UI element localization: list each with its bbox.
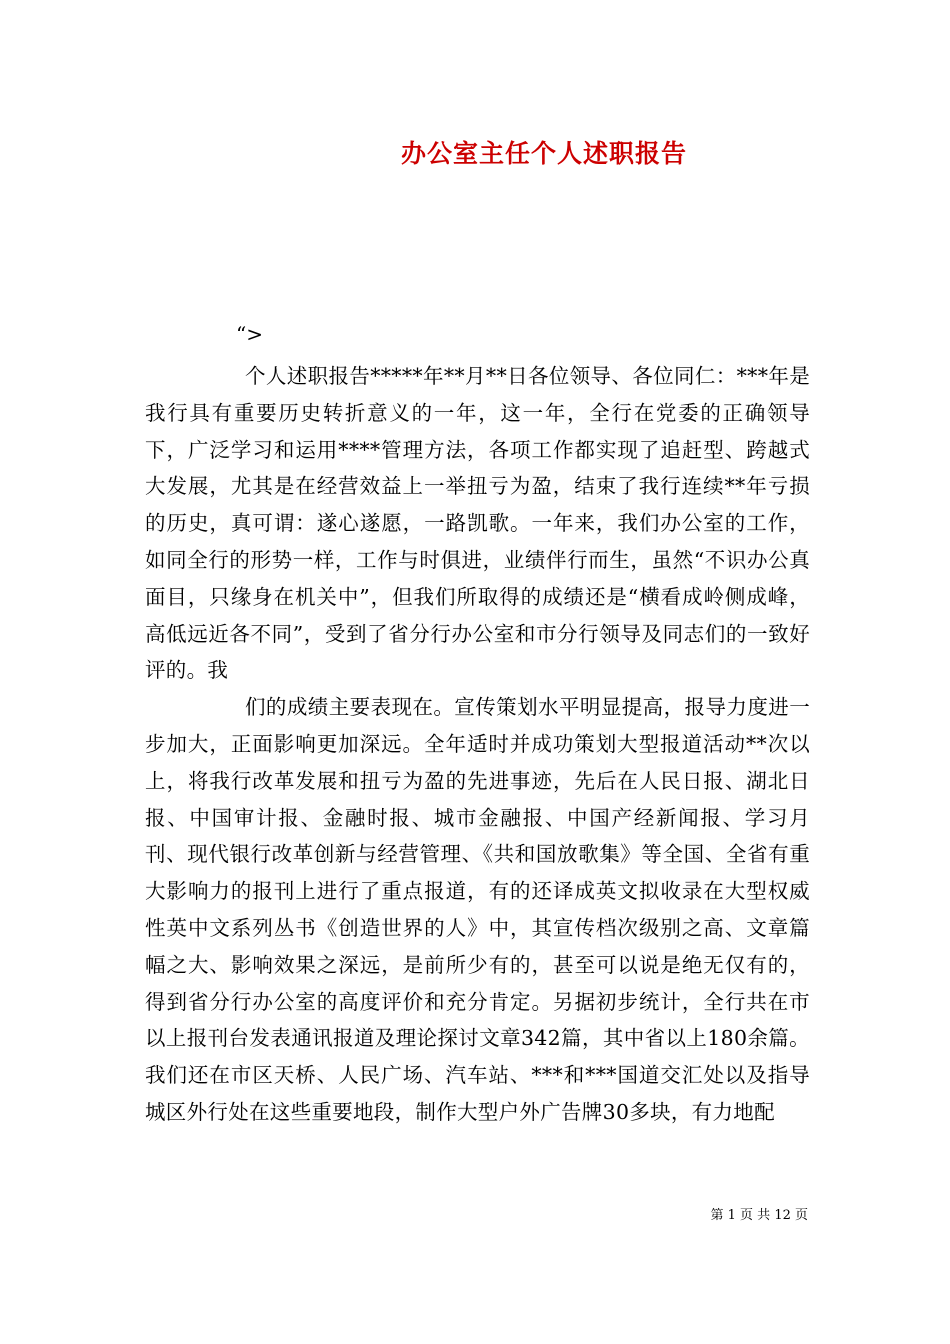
document-title: 办公室主任个人述职报告: [400, 139, 687, 168]
opening-quote-mark: “>: [236, 322, 263, 346]
page-number-footer: 第 1 页 共 12 页: [710, 1208, 808, 1223]
document-body: [145, 358, 810, 1131]
paragraph-2: 们的成绩主要表现在。宣传策划水平明显提高，报导力度进一步加大，正面影响更加深远。全年适时并成功策划大型报道活动**次以上，将我行改革发展和扭亏为盈的先进事迹，先后在人民日报、湖北日报、中国审计报、金融时报、城市金融报、中国产经新闻报、学习月刊、现代银行改革创新与经营管理、《共和国放歌集》等全国、全省有重大影响力的报刊上进行了重点报道，有的还译成英文拟收录在大型权威性英中文系列丛书《创造世界的人》中，其宣传档次级别之高、文章篇幅之大、影响效果之深远，是前所少有的，甚至可以说是绝无仅有的，得到省分行办公室的高度评价和充分肯定。另据初步统计，全行共在市以上报刊台发表通讯报道及理论探讨文章342篇，其中省以上180余篇。我们还在市区天桥、人民广场、汽车站、***和***国道交汇处以及指导城区外行处在这些重要地段，制作大型户外广告牌30多块，有力地配: [145, 695, 810, 1124]
paragraph-1: 个人述职报告*****年**月**日各位领导、各位同仁：***年是我行具有重要历史转折意义的一年，这一年，全行在党委的正确领导下，广泛学习和运用****管理方法，各项工作都实现了追赶型、跨越式大发展，尤其是在经营效益上一举扭亏为盈，结束了我行连续**年亏损的历史，真可谓：遂心遂愿，一路凯歌。一年来，我们办公室的工作，如同全行的形势一样，工作与时俱进，业绩伴行而生，虽然“不识办公真面目，只缘身在机关中”，但我们所取得的成绩还是“横看成岭侧成峰，高低远近各不同”，受到了省分行办公室和市分行领导及同志们的一致好评的。我: [145, 364, 810, 683]
